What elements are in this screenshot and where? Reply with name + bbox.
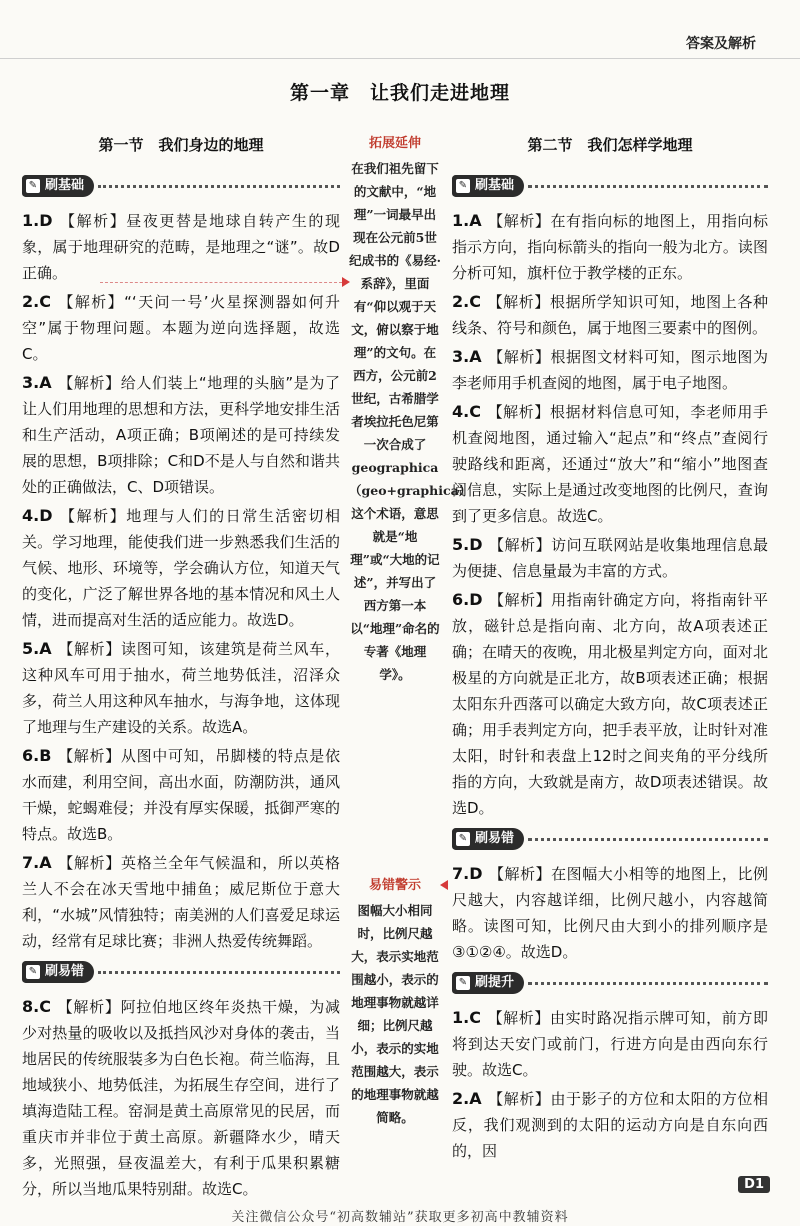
answer-text: 【解析】访问互联网站是收集地理信息最为便捷、信息量最为丰富的方式。 (452, 536, 768, 580)
sidebar-warning (349, 874, 441, 1129)
right-tag-basic (452, 175, 524, 197)
pencil-icon: ✎ (26, 965, 40, 979)
answer-text: 【解析】“‘天问一号’火星探测器如何升空”属于物理问题。本题为逆向选择题，故选C。 (22, 293, 340, 363)
answer-number: 3.A (452, 347, 482, 366)
left-tag-error-label: 刷易错 (45, 964, 85, 979)
header-tag: 答案及解析 (686, 36, 756, 52)
tag-dots (98, 185, 340, 188)
tag-dots (528, 185, 768, 188)
left-tag-error (22, 961, 94, 983)
left-tag-basic (22, 175, 94, 197)
left-error-list (22, 994, 340, 1202)
tag-dots (98, 971, 340, 974)
right-tag-error-row (452, 825, 768, 853)
answer-text: 【解析】在图幅大小相等的地图上，比例尺越大，内容越详细，比例尺越小，内容越简略。读图可知，比例尺由大到小的排列顺序是③①②④。故选D。 (452, 865, 768, 961)
tag-dots (528, 982, 768, 985)
tag-dots (528, 838, 768, 841)
answer-number: 7.A (22, 853, 52, 872)
pencil-icon: ✎ (26, 179, 40, 193)
right-tag-basic-row (452, 172, 768, 200)
answer-text: 【解析】由实时路况指示牌可知，前方即将到达天安门或前门，行进方向是由西向东行驶。故选C。 (452, 1009, 768, 1079)
answer-item (452, 861, 768, 965)
pencil-icon: ✎ (456, 832, 470, 846)
right-column (452, 130, 768, 1167)
answer-number: 4.D (22, 506, 53, 525)
red-arrow-left-icon (440, 880, 448, 890)
answer-number: 2.A (452, 1089, 482, 1108)
right-tag-error (452, 828, 524, 850)
answer-item (22, 503, 340, 633)
right-basic-list (452, 208, 768, 821)
chapter-title: 第一章 让我们走进地理 (289, 82, 510, 104)
answer-text: 【解析】根据材料信息可知，李老师用手机查阅地图，通过输入“起点”和“终点”查阅行驶路线和距离，还通过“放大”和“缩小”地图查阅信息，实际上是通过改变地图的比例尺，查询到了更多信息。故选C。 (452, 403, 768, 525)
answer-number: 1.A (452, 211, 482, 230)
answer-number: 5.D (452, 535, 483, 554)
right-tag-up-row (452, 969, 768, 997)
right-tag-up-label: 刷提升 (475, 975, 515, 990)
answer-number: 8.C (22, 997, 51, 1016)
answer-number: 5.A (22, 639, 52, 658)
left-tag-basic-label: 刷基础 (45, 178, 85, 193)
answer-text: 【解析】根据图文材料可知，图示地图为李老师用手机查阅的地图，属于电子地图。 (452, 348, 768, 392)
header-rule (0, 58, 800, 59)
page-number-badge: D1 (738, 1176, 770, 1193)
answer-item (22, 370, 340, 500)
left-tag-basic-row (22, 172, 340, 200)
answer-number: 6.B (22, 746, 52, 765)
answer-text: 【解析】给人们装上“地理的头脑”是为了让人们用地理的思想和方法，更科学地安排生活和生产活动，A项正确；B项阐述的是可持续发展的思想，B项排除；C和D不是人与自然和谐共处的正确做法，C、D项错误。 (22, 374, 340, 496)
answer-item (22, 994, 340, 1202)
answer-text: 【解析】阿拉伯地区终年炎热干燥，为减少对热量的吸收以及抵挡风沙对身体的袭击，当地居民的传统服装多为白色长袍。荷兰临海，且地域狭小、地势低洼，为拓展生存空间，进行了填海造陆工程。窑洞是黄土高原常见的民居，而重庆市并非位于黄土高原。新疆降水少，晴天多，光照强，昼夜温差大，有利于瓜果积累糖分，所以当地瓜果特别甜。故选C。 (22, 998, 340, 1198)
answer-text: 【解析】从图中可知，吊脚楼的特点是依水而建，利用空间，高出水面，防潮防洪，通风干燥，蛇蝎难侵；并没有厚实保暖，抵御严寒的特点。故选B。 (22, 747, 340, 843)
answer-number: 3.A (22, 373, 52, 392)
answer-item (452, 208, 768, 286)
right-tag-error-label: 刷易错 (475, 831, 515, 846)
answer-text: 【解析】昼夜更替是地球自转产生的现象，属于地理研究的范畴，是地理之“谜”。故D正确。 (22, 212, 340, 282)
answer-item (22, 289, 340, 367)
answer-item (452, 1086, 768, 1164)
answer-item (452, 399, 768, 529)
answer-text: 【解析】根据所学知识可知，地图上各种线条、符号和颜色，属于地图三要素中的图例。 (452, 293, 768, 337)
answer-text: 【解析】英格兰全年气候温和，所以英格兰人不会在冰天雪地中捕鱼；威尼斯位于意大利，“水城”风情独特；南美洲的人们喜爱足球运动，经常有足球比赛；非洲人热爱传统舞蹈。 (22, 854, 340, 950)
answer-item (452, 1005, 768, 1083)
footer-note: 关注微信公众号“初高数辅站”获取更多初高中教辅资料 (231, 1210, 569, 1225)
answer-text: 【解析】地理与人们的日常生活密切相关。学习地理，能使我们进一步熟悉我们生活的气候、地形、环境等，学会确认方位，知道天气的变化，广泛了解世界各地的基本情况和风土人情，进而提高对生活的适应能力。故选D。 (22, 507, 340, 629)
answer-item (22, 850, 340, 954)
dashed-connector (100, 282, 342, 283)
right-up-list (452, 1005, 768, 1164)
left-basic-list (22, 208, 340, 954)
right-error-list (452, 861, 768, 965)
pencil-icon: ✎ (456, 179, 470, 193)
answer-item (452, 344, 768, 396)
answer-text: 【解析】读图可知，该建筑是荷兰风车，这种风车可用于抽水，荷兰地势低洼，沼泽众多，荷兰人用这种风车抽水，与海争地，这体现了地理与生产建设的关系。故选A。 (22, 640, 340, 736)
left-column (22, 130, 340, 1205)
answer-number: 1.C (452, 1008, 481, 1027)
answer-item (22, 208, 340, 286)
answer-number: 4.C (452, 402, 481, 421)
answer-number: 1.D (22, 211, 53, 230)
sidebar-extension-title: 拓展延伸 (368, 136, 421, 151)
sidebar-warning-title: 易错警示 (368, 878, 421, 893)
answer-number: 2.C (452, 292, 481, 311)
answer-item (452, 289, 768, 341)
answer-item (452, 587, 768, 821)
answer-item (22, 743, 340, 847)
answer-text: 【解析】在有指向标的地图上，用指向标指示方向，指向标箭头的指向一般为北方。读图分析可知，旗杆位于教学楼的正东。 (452, 212, 768, 282)
answer-item (22, 636, 340, 740)
answer-number: 2.C (22, 292, 51, 311)
answer-item (452, 532, 768, 584)
right-tag-basic-label: 刷基础 (475, 178, 515, 193)
left-tag-error-row (22, 958, 340, 986)
pencil-icon: ✎ (456, 976, 470, 990)
answer-number: 6.D (452, 590, 483, 609)
answer-text: 【解析】用指南针确定方向，将指南针平放，磁针总是指向南、北方向，故A项表述正确；在晴天的夜晚，用北极星判定方向，面对北极星的方向就是正北方，故B项表述正确；根据太阳东升西落可以确定大致方向，故C项表述正确；用手表判定方向，把手表平放，让时针对准太阳，时针和表盘上12时之间夹角的平分线所指的方向，大致就是南方，故D项表述错误。故选D。 (452, 591, 768, 817)
sidebar-warning-text: 图幅大小相同时，比例尺越大，表示实地范围越小，表示的地理事物就越详细；比例尺越小，表示的实地范围越大，表示的地理事物就越简略。 (351, 903, 439, 1125)
left-section-title: 第一节 我们身边的地理 (98, 136, 264, 154)
right-section-title: 第二节 我们怎样学地理 (527, 136, 693, 154)
sidebar-extension-text: 在我们祖先留下的文献中，“地理”一词最早出现在公元前5世纪成书的《易经·系辞》，里面有“仰以观于天文，俯以察于地理”的文句。在西方，公元前2世纪，古希腊学者埃拉托色尼第一次合成了geographica（geo+graphica）这个术语，意思就是“地理”或“大地的记述”，并写出了西方第一本以“地理”命名的专著《地理学》。 (349, 161, 472, 682)
answer-number: 7.D (452, 864, 483, 883)
answer-text: 【解析】由于影子的方位和太阳的方位相反，我们观测到的太阳的运动方向是自东向西的，因 (452, 1090, 768, 1160)
right-tag-up (452, 972, 524, 994)
